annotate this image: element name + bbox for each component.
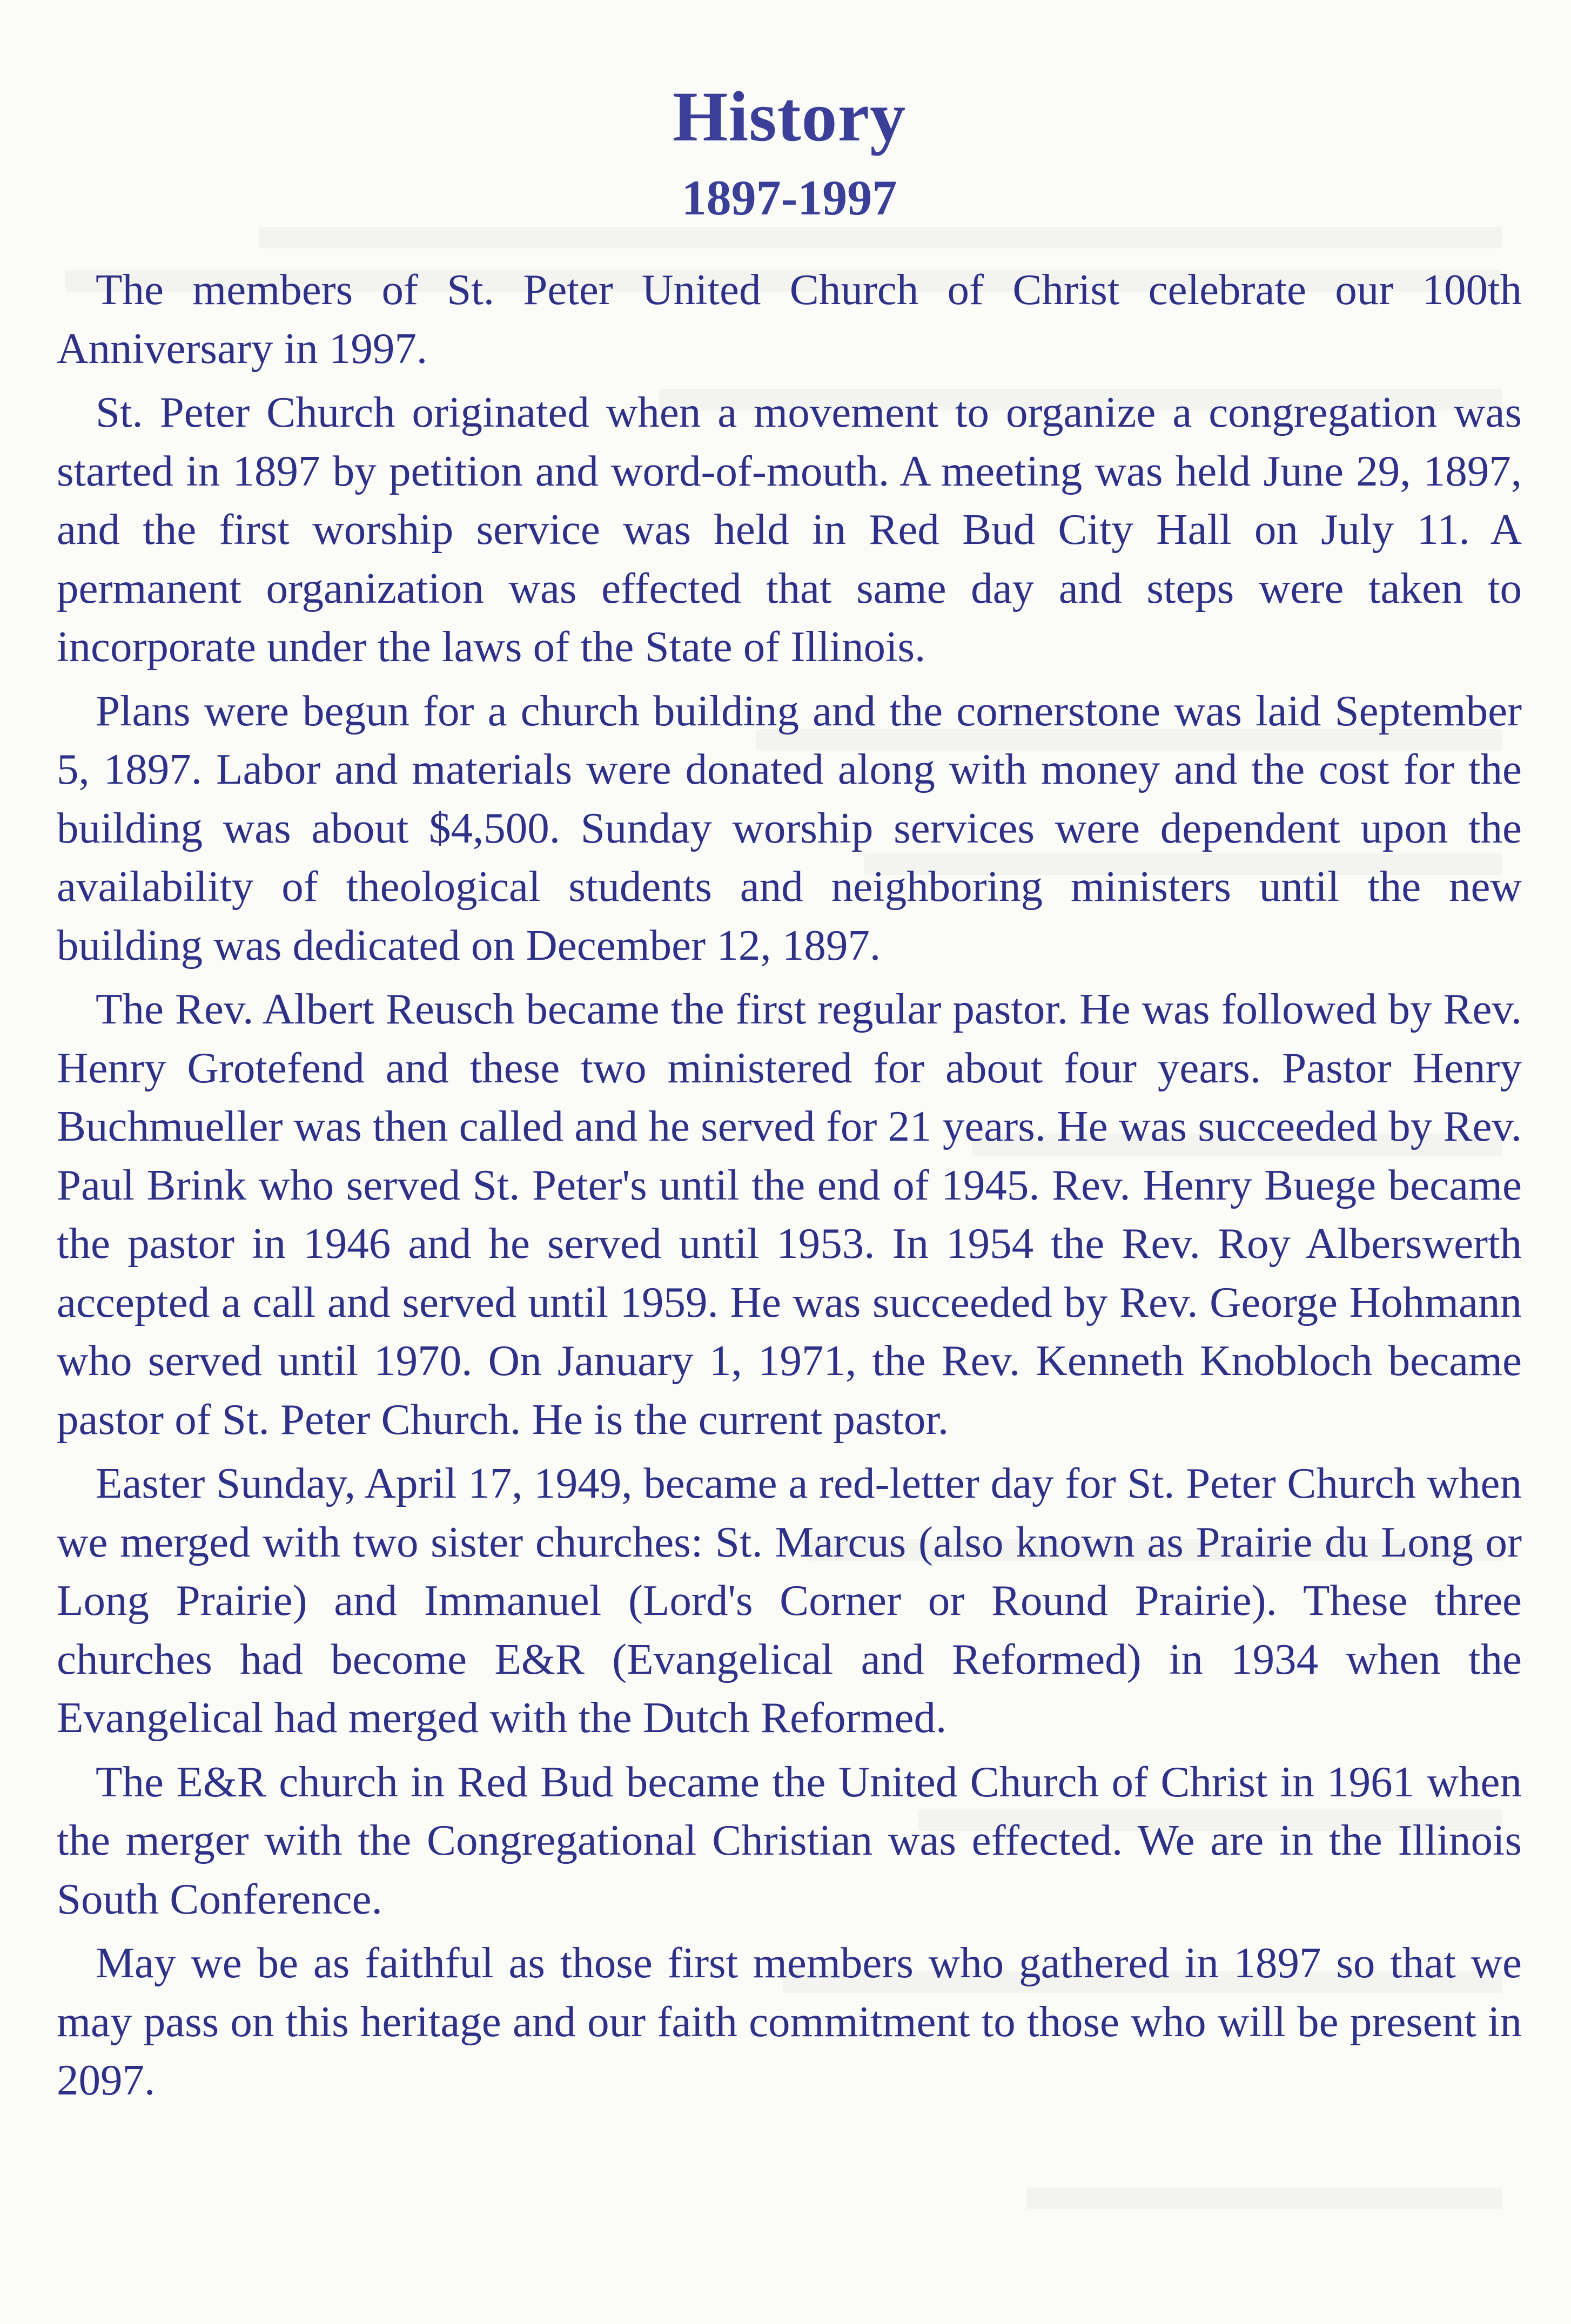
paragraph-anniversary: The members of St. Peter United Church of Christ celebrate our 100th Anniversary in 1997. xyxy=(57,265,1522,373)
paragraph-building: Plans were begun for a church building and the cornerstone was laid September 5, 1897. Labor and materials were donated along with money and the cost for the building was about $4,500. Sunday worship services were dependent upon the availability of theological students and neighboring ministers until the new building was dedicated on December 12, 1897. xyxy=(57,686,1522,969)
paragraph-ucc-1961: The E&R church in Red Bud became the United Church of Christ in 1961 when the merger with the Congregational Christian was effected. We are in the Illinois South Conference. xyxy=(57,1757,1522,1923)
page-subtitle: 1897-1997 xyxy=(681,170,897,225)
paragraph-merger-1949: Easter Sunday, April 17, 1949, became a red-letter day for St. Peter Church when we merged with two sister churches: St. Marcus (also known as Prairie du Long or Long Prairie) and Immanuel (Lord's Corner or Round Prairie). These three churches had become E&R (Evangelical and Reformed) in 1934 when the Evangelical had merged with the Dutch Reformed. xyxy=(57,1459,1522,1742)
page-title: History xyxy=(672,77,907,156)
paragraph-origins: St. Peter Church originated when a movement to organize a congregation was started in 1897 by petition and word-of-mouth. A meeting was held June 29, 1897, and the first worship service was held in Red Bud City Hall on July 11. A permanent organization was effected that same day and steps were taken to incorporate under the laws of the State of Illinois. xyxy=(57,388,1522,671)
paragraph-closing: May we be as faithful as those first members who gathered in 1897 so that we may pass on this heritage and our faith commitment to those who will be present in 2097. xyxy=(57,1938,1522,2104)
paragraph-pastors: The Rev. Albert Reusch became the first regular pastor. He was followed by Rev. Henry Grotefend and these two ministered for about four years. Pastor Henry Buchmueller was then called and he served for 21 years. He was succeeded by Rev. Paul Brink who served St. Peter's until the end of 1945. Rev. Henry Buege became the pastor in 1946 and he served until 1953. In 1954 the Rev. Roy Alberswerth accepted a call and served until 1959. He was succeeded by Rev. George Hohmann who served until 1970. On January 1, 1971, the Rev. Kenneth Knobloch became pastor of St. Peter Church. He is the current pastor. xyxy=(57,985,1522,1444)
history-page xyxy=(57,77,1522,2115)
